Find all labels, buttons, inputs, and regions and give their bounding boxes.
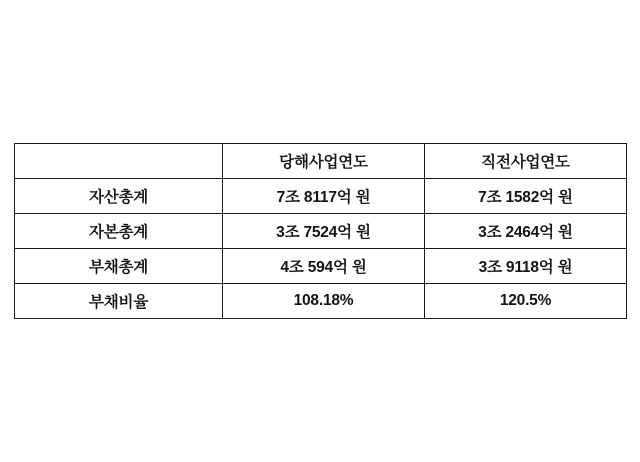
table-row xyxy=(15,214,627,249)
cell-total-liabilities-previous: 3조 9118억 원 xyxy=(425,249,627,284)
cell-total-assets-current: 7조 8117억 원 xyxy=(223,179,425,214)
table-corner-cell xyxy=(15,144,223,179)
column-header-current-year: 당해사업연도 xyxy=(223,144,425,179)
cell-total-equity-current: 3조 7524억 원 xyxy=(223,214,425,249)
column-header-previous-year: 직전사업연도 xyxy=(425,144,627,179)
row-label-total-assets: 자산총계 xyxy=(15,179,223,214)
table-header-row xyxy=(15,144,627,179)
row-label-debt-ratio: 부채비율 xyxy=(15,284,223,319)
cell-debt-ratio-current: 108.18% xyxy=(223,284,425,319)
cell-total-liabilities-current: 4조 594억 원 xyxy=(223,249,425,284)
row-label-total-equity: 자본총계 xyxy=(15,214,223,249)
cell-total-assets-previous: 7조 1582억 원 xyxy=(425,179,627,214)
table-row xyxy=(15,284,627,319)
row-label-total-liabilities: 부채총계 xyxy=(15,249,223,284)
table-row xyxy=(15,179,627,214)
table-row xyxy=(15,249,627,284)
cell-total-equity-previous: 3조 2464억 원 xyxy=(425,214,627,249)
financial-table-container xyxy=(14,143,626,319)
cell-debt-ratio-previous: 120.5% xyxy=(425,284,627,319)
financial-summary-table xyxy=(14,143,627,319)
